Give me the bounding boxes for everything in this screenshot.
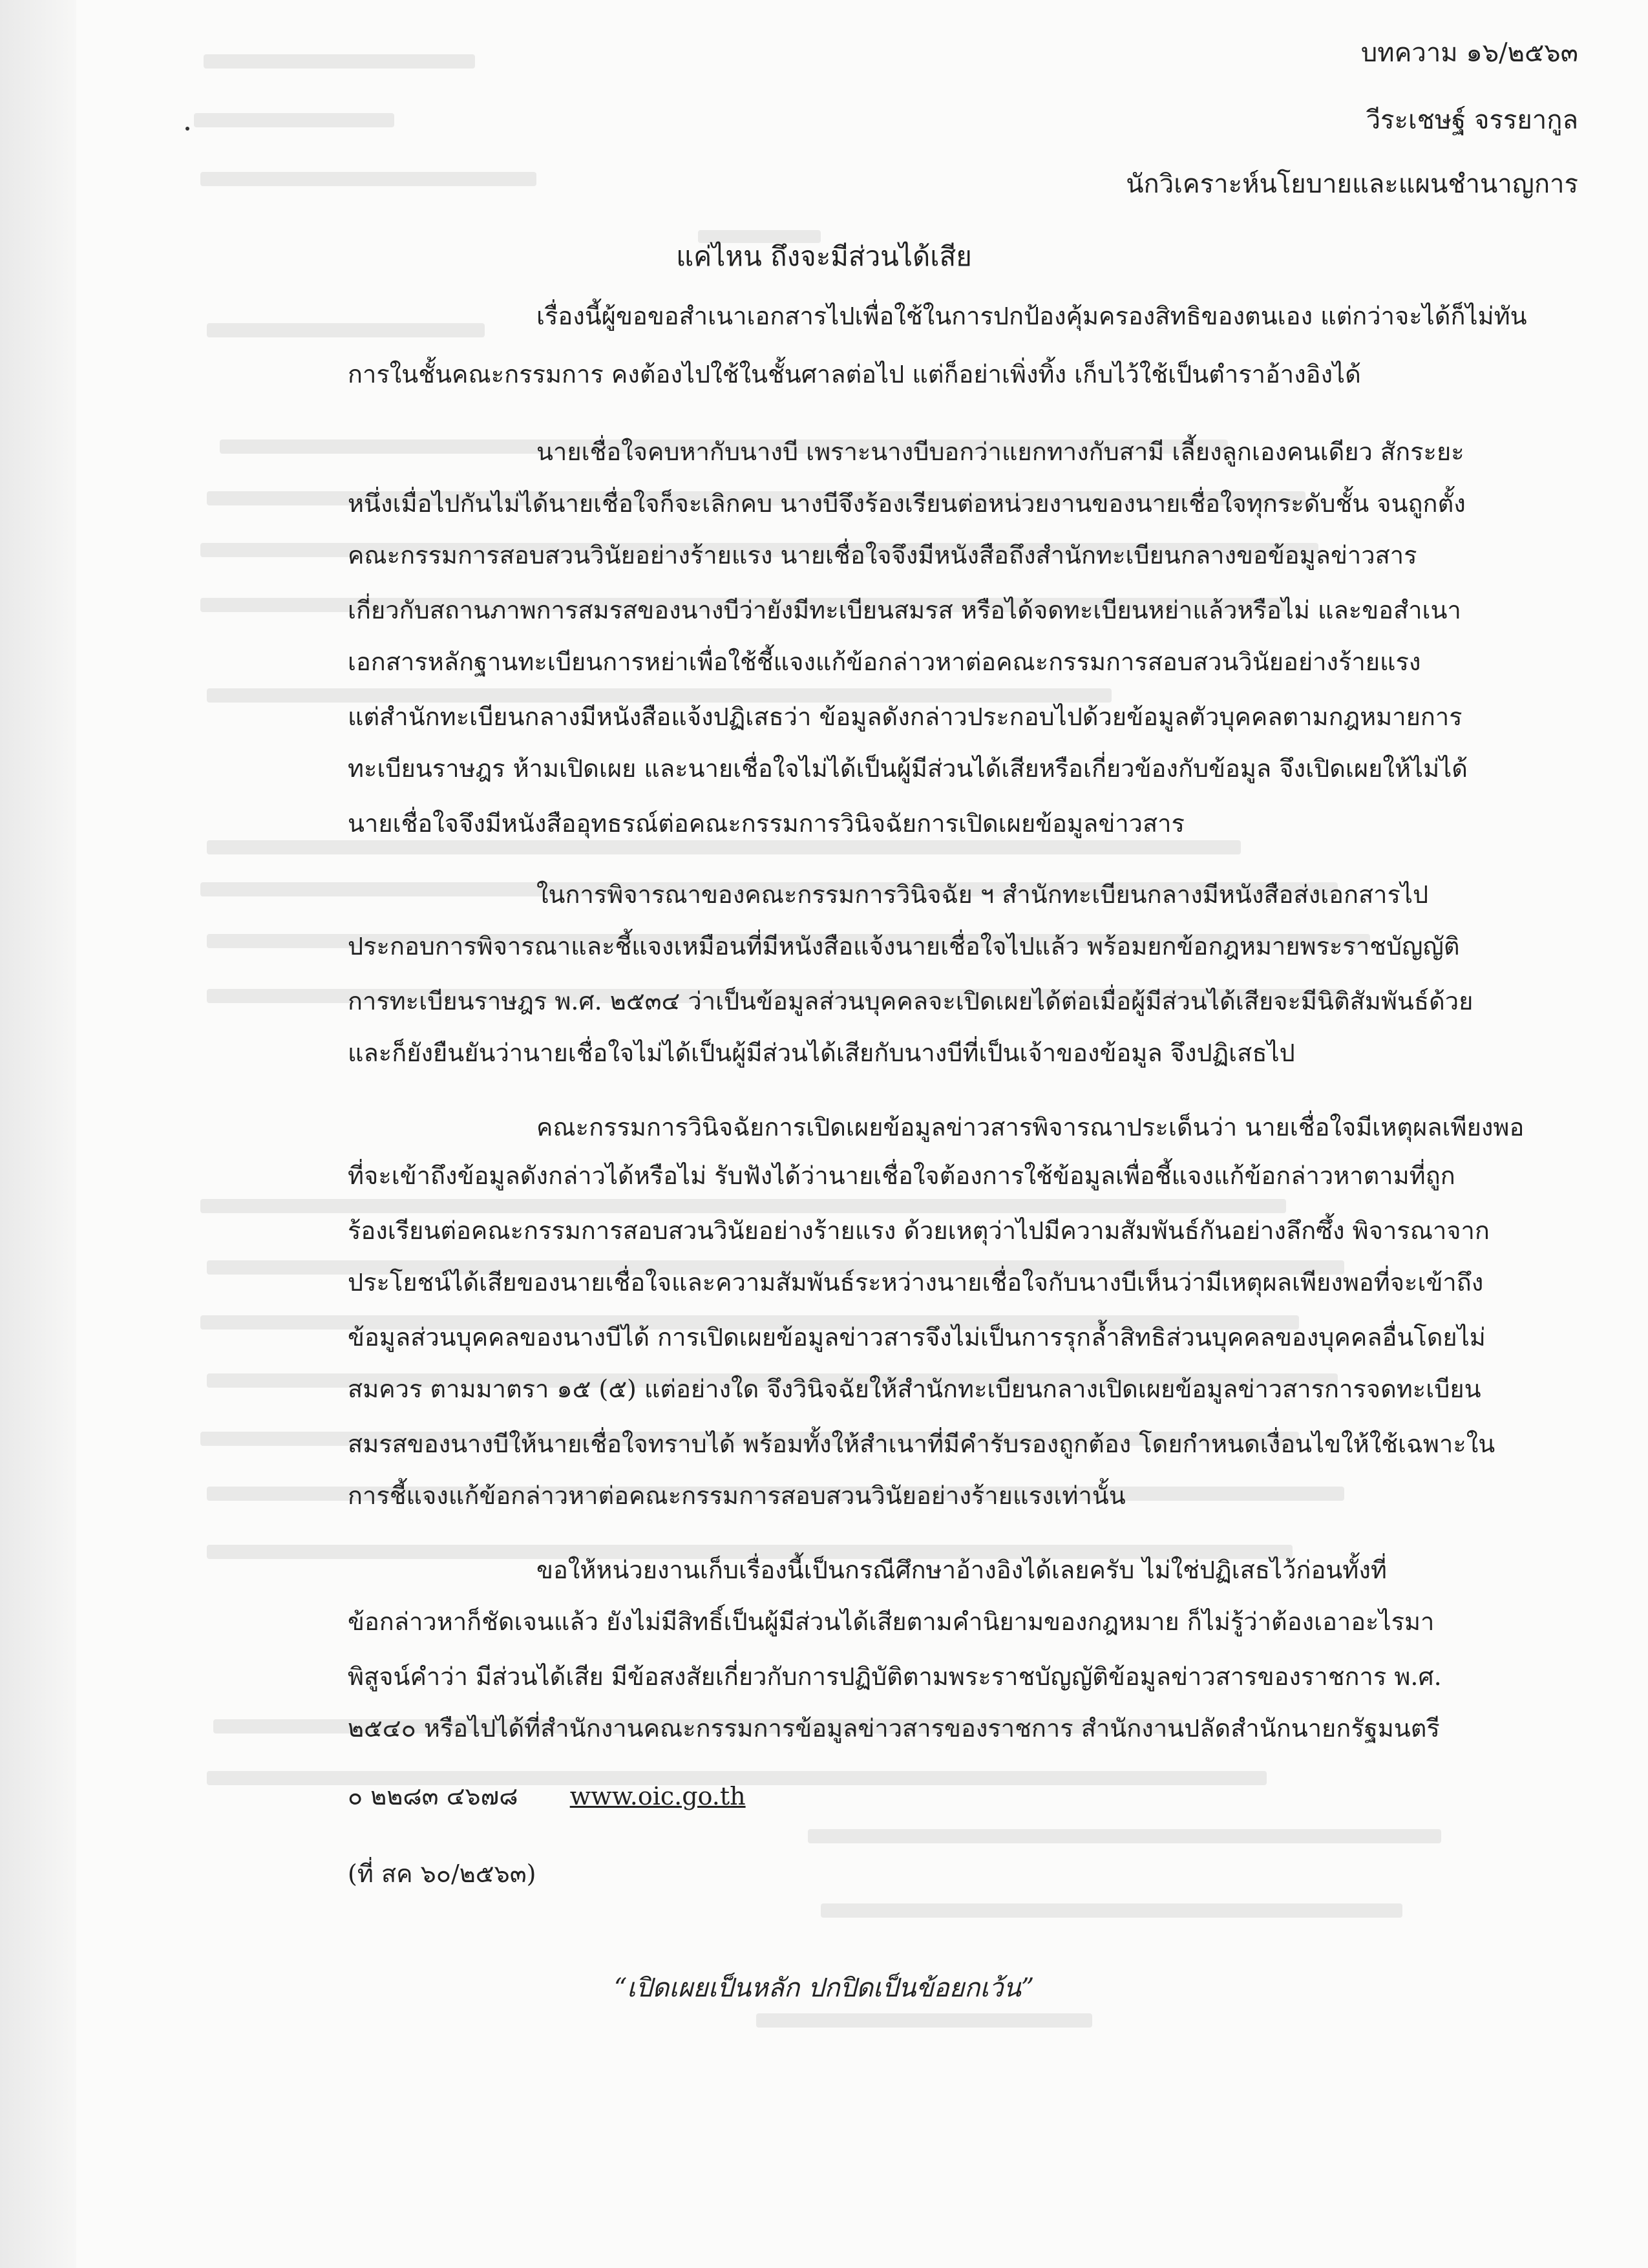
body-line: ข้อกล่าวหาก็ชัดเจนแล้ว ยังไม่มีสิทธิ์เป็นผู้มีส่วนได้เสียตามคำนิยามของกฎหมาย ก็ไม่รู้ว่าต้องเอาอะไรมา bbox=[348, 1607, 1435, 1636]
show-through-mark bbox=[821, 1903, 1402, 1918]
show-through-mark bbox=[756, 2013, 1092, 2028]
show-through-mark bbox=[808, 1829, 1441, 1843]
body-line: ที่จะเข้าถึงข้อมูลดังกล่าวได้หรือไม่ รับฟังได้ว่านายเชื่อใจต้องการใช้ข้อมูลเพื่อชี้แจงแก้ข้อกล่าวหาตามที่ถูก bbox=[348, 1161, 1455, 1190]
body-line: สมควร ตามมาตรา ๑๕ (๕) แต่อย่างใด จึงวินิจฉัยให้สำนักทะเบียนกลางเปิดเผยข้อมูลข่าวสารการจดทะเบียน bbox=[348, 1375, 1481, 1403]
body-line: นายเชื่อใจคบหากับนางบี เพราะนางบีบอกว่าแยกทางกับสามี เลี้ยงลูกเองคนเดียว สักระยะ bbox=[536, 438, 1464, 466]
contact-line bbox=[348, 1784, 746, 1808]
body-line: เรื่องนี้ผู้ขอขอสำเนาเอกสารไปเพื่อใช้ในการปกป้องคุ้มครองสิทธิของตนเอง แต่กว่าจะได้ก็ไม่ทัน bbox=[536, 302, 1527, 330]
body-line: ๒๕๔๐ หรือไปได้ที่สำนักงานคณะกรรมการข้อมูลข่าวสารของราชการ สำนักงานปลัดสำนักนายกรัฐมนตรี bbox=[348, 1714, 1440, 1743]
show-through-mark bbox=[207, 840, 1241, 854]
body-line: สมรสของนางบีให้นายเชื่อใจทราบได้ พร้อมทั้งให้สำเนาที่มีคำรับรองถูกต้อง โดยกำหนดเงื่อนไขให้ใช้เฉพาะใน bbox=[348, 1430, 1495, 1458]
show-through-mark bbox=[200, 172, 536, 186]
body-line: ทะเบียนราษฎร ห้ามเปิดเผย และนายเชื่อใจไม่ได้เป็นผู้มีส่วนได้เสียหรือเกี่ยวข้องกับข้อมูล จึงเปิดเผยให้ไม่ได้ bbox=[348, 754, 1468, 783]
body-line: ร้องเรียนต่อคณะกรรมการสอบสวนวินัยอย่างร้ายแรง ด้วยเหตุว่าไปมีความสัมพันธ์กันอย่างลึกซึ้ง พิจารณาจาก bbox=[348, 1216, 1490, 1245]
article-number: บทความ ๑๖/๒๕๖๓ bbox=[1360, 38, 1578, 68]
body-line: คณะกรรมการสอบสวนวินัยอย่างร้ายแรง นายเชื่อใจจึงมีหนังสือถึงสำนักทะเบียนกลางขอข้อมูลข่าวสาร bbox=[348, 541, 1417, 569]
body-line: ประโยชน์ได้เสียของนายเชื่อใจและความสัมพันธ์ระหว่างนายเชื่อใจกับนางบีเห็นว่ามีเหตุผลเพียงพอที่จะเข้าถึง bbox=[348, 1268, 1484, 1297]
show-through-mark bbox=[200, 1199, 1286, 1213]
phone-number: ๐ ๒๒๘๓ ๔๖๗๘ bbox=[348, 1782, 518, 1810]
body-line: และก็ยังยืนยันว่านายเชื่อใจไม่ได้เป็นผู้มีส่วนได้เสียกับนางบีที่เป็นเจ้าของข้อมูล จึงปฏิเสธไป bbox=[348, 1039, 1295, 1067]
show-through-mark bbox=[207, 323, 485, 337]
show-through-mark bbox=[207, 688, 1112, 703]
body-line: ในการพิจารณาของคณะกรรมการวินิจฉัย ฯ สำนักทะเบียนกลางมีหนังสือส่งเอกสารไป bbox=[536, 880, 1429, 909]
body-line: หนึ่งเมื่อไปกันไม่ได้นายเชื่อใจก็จะเลิกคบ นางบีจึงร้องเรียนต่อหน่วยงานของนายเชื่อใจทุกระดับชั้น จนถูกตั้ง bbox=[348, 489, 1466, 518]
body-line: นายเชื่อใจจึงมีหนังสืออุทธรณ์ต่อคณะกรรมการวินิจฉัยการเปิดเผยข้อมูลข่าวสาร bbox=[348, 809, 1185, 838]
body-line: คณะกรรมการวินิจฉัยการเปิดเผยข้อมูลข่าวสารพิจารณาประเด็นว่า นายเชื่อใจมีเหตุผลเพียงพอ bbox=[536, 1113, 1525, 1141]
reference-number: (ที่ สค ๖๐/๒๕๖๓) bbox=[348, 1860, 536, 1888]
website-link[interactable]: www.oic.go.th bbox=[569, 1782, 746, 1810]
body-line: การในชั้นคณะกรรมการ คงต้องไปใช้ในชั้นศาลต่อไป แต่ก็อย่าเพิ่งทิ้ง เก็บไว้ใช้เป็นตำราอ้างอิงได้ bbox=[348, 360, 1361, 388]
show-through-mark bbox=[194, 113, 394, 127]
author-position: นักวิเคราะห์นโยบายและแผนชำนาญการ bbox=[1126, 169, 1578, 199]
scan-speck bbox=[185, 127, 189, 131]
author-name: วีระเชษฐ์ จรรยากูล bbox=[1366, 105, 1578, 135]
motto: “เปิดเผยเป็นหลัก ปกปิดเป็นข้อยกเว้น” bbox=[613, 1973, 1035, 2003]
body-line: ข้อมูลส่วนบุคคลของนางบีได้ การเปิดเผยข้อมูลข่าวสารจึงไม่เป็นการรุกล้ำสิทธิส่วนบุคคลของบุคคลอื่นโดยไม่ bbox=[348, 1323, 1486, 1351]
body-line: เอกสารหลักฐานทะเบียนการหย่าเพื่อใช้ชี้แจงแก้ข้อกล่าวหาต่อคณะกรรมการสอบสวนวินัยอย่างร้ายแรง bbox=[348, 648, 1421, 676]
show-through-mark bbox=[204, 54, 475, 69]
article-title: แค่ไหน ถึงจะมีส่วนได้เสีย bbox=[676, 240, 972, 272]
body-line: เกี่ยวกับสถานภาพการสมรสของนางบีว่ายังมีทะเบียนสมรส หรือได้จดทะเบียนหย่าแล้วหรือไม่ และขอสำเนา bbox=[348, 596, 1461, 624]
body-line: แต่สำนักทะเบียนกลางมีหนังสือแจ้งปฏิเสธว่า ข้อมูลดังกล่าวประกอบไปด้วยข้อมูลตัวบุคคลตามกฎหมายการ bbox=[348, 703, 1463, 731]
body-line: การชี้แจงแก้ข้อกล่าวหาต่อคณะกรรมการสอบสวนวินัยอย่างร้ายแรงเท่านั้น bbox=[348, 1481, 1126, 1510]
body-line: พิสูจน์คำว่า มีส่วนได้เสีย มีข้อสงสัยเกี่ยวกับการปฏิบัติตามพระราชบัญญัติข้อมูลข่าวสารของราชการ พ.ศ. bbox=[348, 1662, 1442, 1691]
body-line: การทะเบียนราษฎร พ.ศ. ๒๕๓๔ ว่าเป็นข้อมูลส่วนบุคคลจะเปิดเผยได้ต่อเมื่อผู้มีส่วนได้เสียจะมีนิติสัมพันธ์ด้วย bbox=[348, 987, 1474, 1015]
scan-edge-shadow bbox=[0, 0, 76, 2268]
body-line: ประกอบการพิจารณาและชี้แจงเหมือนที่มีหนังสือแจ้งนายเชื่อใจไปแล้ว พร้อมยกข้อกฎหมายพระราชบัญญัติ bbox=[348, 932, 1460, 960]
body-line: ขอให้หน่วยงานเก็บเรื่องนี้เป็นกรณีศึกษาอ้างอิงได้เลยครับ ไม่ใช่ปฏิเสธไว้ก่อนทั้งที่ bbox=[536, 1556, 1387, 1584]
